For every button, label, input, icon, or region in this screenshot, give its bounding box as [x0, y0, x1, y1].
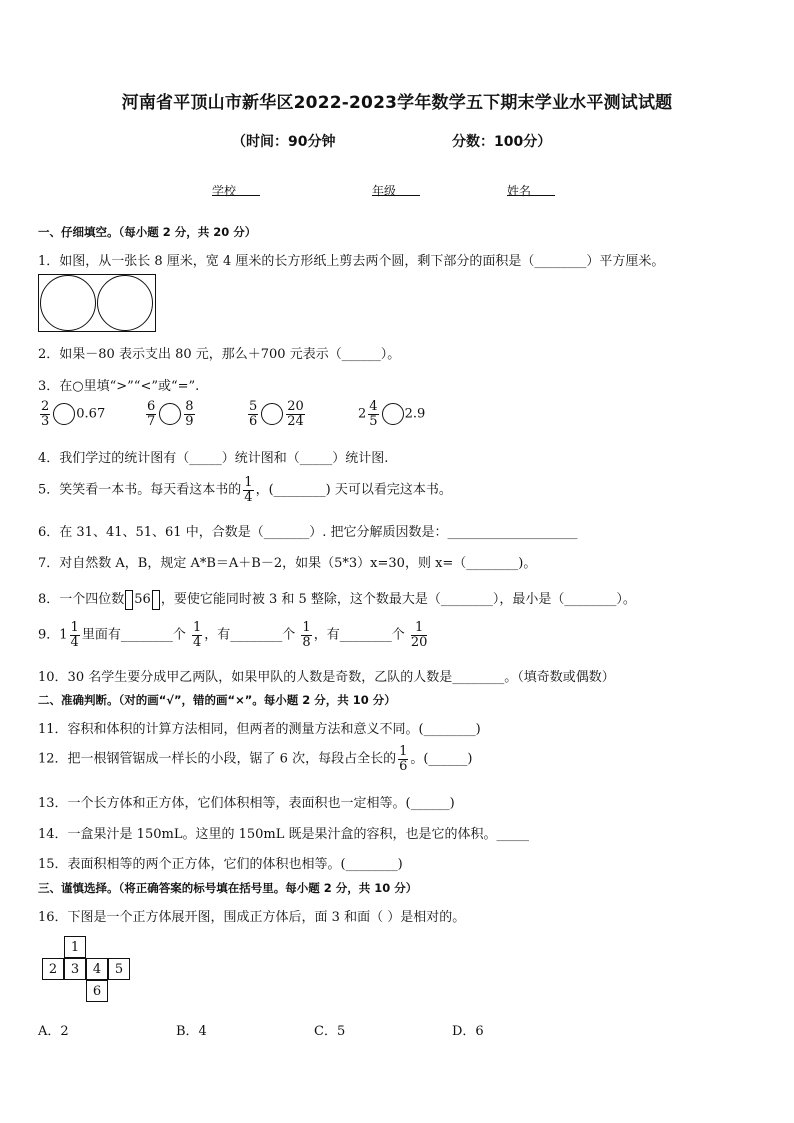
net-face-6: 6 [86, 980, 108, 1002]
section-3-heading: 三、谨慎选择。（将正确答案的标号填在括号里。每小题 2 分，共 10 分） [38, 881, 418, 895]
question-1: 1．如图，从一张长 8 厘米，宽 4 厘米的长方形纸上剪去两个圆，剩下部分的面积是（________）平方厘米。 [38, 254, 665, 269]
question-5: 5．笑笑看一本书。每天看这本书的 $\frac{1}{4}$ ，(________) 天可以看完这本书。 [38, 475, 452, 505]
page-title: 河南省平顶山市新华区2022-2023学年数学五下期末学业水平测试试题 [121, 93, 673, 113]
question-9: 9．1 $\frac{1}{4}$ 里面有________个 $\frac{1}{4}$ ，有________个 $\frac{1}{8}$ ，有________个 $\frac{1}{20}$ [38, 620, 428, 650]
question-15: 15．表面积相等的两个正方体，它们的体积也相等。(________) [38, 857, 403, 872]
compare-circle-c[interactable] [261, 403, 283, 425]
question-4: 4．我们学过的统计图有（_____）统计图和（_____）统计图. [38, 451, 389, 466]
question-6: 6．在 31、41、51、61 中，合数是（_______）. 把它分解质因数是：____________________ [38, 525, 578, 540]
net-face-5: 5 [108, 958, 130, 980]
option-c[interactable]: C．5 [314, 1024, 346, 1039]
compare-item-d: 2 $\frac{4}{5}$ 2.9 [358, 399, 426, 429]
section-2-heading: 二、准确判断。（对的画“√”，错的画“×”。每小题 2 分，共 10 分） [38, 693, 396, 707]
compare-circle-a[interactable] [53, 403, 75, 425]
question-12: 12．把一根钢管锯成一样长的小段，锯了 6 次，每段占全长的 $\frac{1}{6}$ 。(______) [38, 744, 473, 774]
circle-left [40, 275, 96, 331]
compare-circle-d[interactable] [382, 403, 404, 425]
compare-item-c: $\frac{5}{6}$ $\frac{20}{24}$ [249, 399, 304, 429]
compare-item-a: $\frac{2}{3}$ 0.67 [41, 399, 106, 429]
exam-time: （时间：90分钟 [232, 134, 336, 150]
option-a[interactable]: A．2 [38, 1024, 69, 1039]
section-1-heading: 一、仔细填空。（每小题 2 分，共 20 分） [38, 225, 257, 239]
grade-field[interactable]: 年级 [372, 182, 420, 196]
option-d[interactable]: D．6 [452, 1024, 484, 1039]
compare-item-b: $\frac{6}{7}$ $\frac{8}{9}$ [147, 399, 194, 429]
question-13: 13．一个长方体和正方体，它们体积相等，表面积也一定相等。(______) [38, 796, 455, 811]
net-face-4: 4 [86, 958, 108, 980]
name-field[interactable]: 姓名 [507, 182, 555, 196]
rectangle-two-circles-figure [38, 274, 156, 332]
question-2: 2．如果－80 表示支出 80 元，那么＋700 元表示（______）。 [38, 347, 401, 362]
question-11: 11．容积和体积的计算方法相同，但两者的测量方法和意义不同。(________) [38, 722, 481, 737]
net-face-3: 3 [64, 958, 86, 980]
compare-circle-b[interactable] [159, 403, 181, 425]
question-16: 16．下图是一个正方体展开图，围成正方体后，面 3 和面（ ）是相对的。 [38, 910, 466, 925]
circle-right [97, 275, 153, 331]
exam-score: 分数：100分） [452, 134, 552, 150]
question-8: 8．一个四位数 56 ，要使它能同时被 3 和 5 整除，这个数最大是（________），最小是（________）。 [38, 588, 636, 610]
option-b[interactable]: B．4 [176, 1024, 207, 1039]
question-10: 10．30 名学生要分成甲乙两队，如果甲队的人数是奇数，乙队的人数是________。（填奇数或偶数） [38, 670, 615, 685]
question-14: 14．一盒果汁是 150mL。这里的 150mL 既是果汁盒的容积，也是它的体积。_____ [38, 827, 529, 842]
question-3: 3．在○里填“>”“<”或“=”. [38, 379, 200, 394]
school-field[interactable]: 学校 [212, 182, 260, 196]
net-face-1: 1 [64, 936, 86, 958]
digit-box-left[interactable] [125, 590, 133, 610]
digit-box-right[interactable] [152, 590, 160, 610]
net-face-2: 2 [42, 958, 64, 980]
question-7: 7．对自然数 A，B，规定 A*B＝A＋B－2，如果（5*3）x=30，则 x=（________)。 [38, 556, 537, 571]
